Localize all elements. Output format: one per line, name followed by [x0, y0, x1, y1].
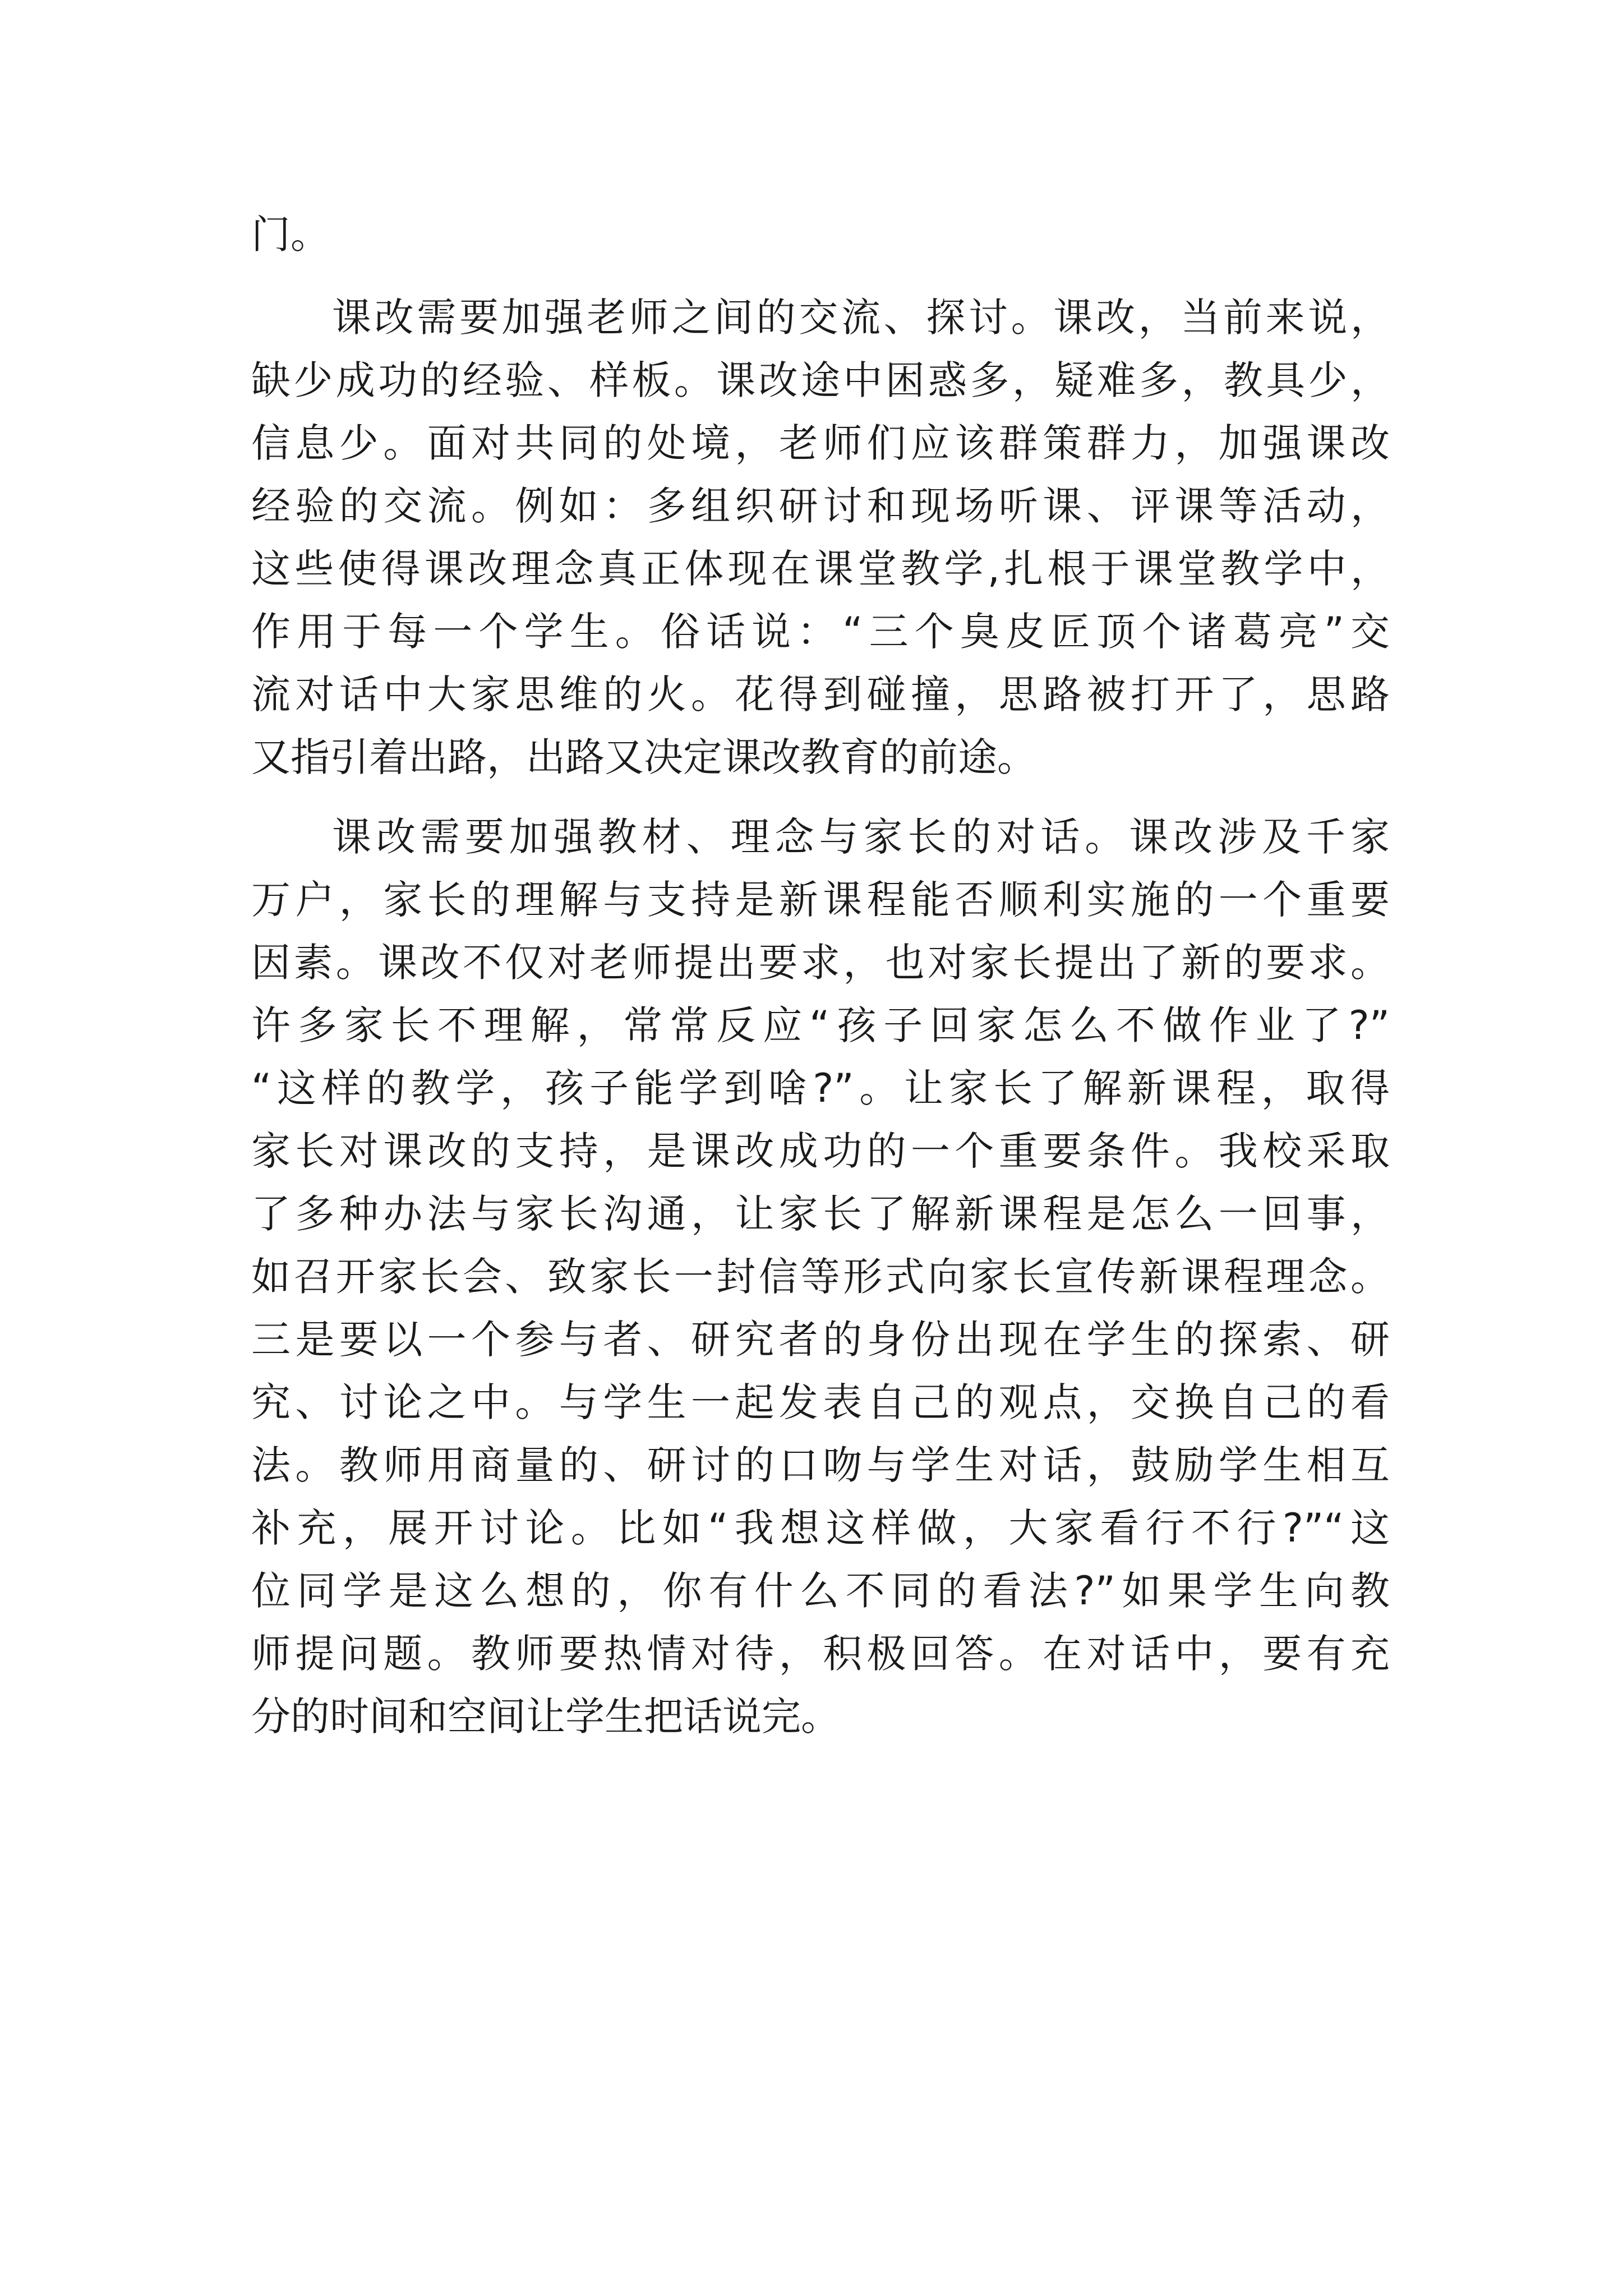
text-line: 经验的交流。例如：多组织研讨和现场听课、评课等活动， [251, 483, 1390, 529]
text-line: 门。 [251, 211, 330, 257]
text-line: 这些使得课改理念真正体现在课堂教学,扎根于课堂教学中， [251, 546, 1390, 592]
text-line: “这样的教学，孩子能学到啥?”。让家长了解新课程，取得 [251, 1065, 1390, 1111]
text-line: 许多家长不理解，常常反应“孩子回家怎么不做作业了?” [251, 1002, 1390, 1048]
text-line: 三是要以一个参与者、研究者的身份出现在学生的探索、研 [251, 1317, 1390, 1363]
text-line: 补充，展开讨论。比如“我想这样做，大家看行不行?”“这 [251, 1505, 1390, 1551]
text-line: 因素。课改不仅对老师提出要求，也对家长提出了新的要求。 [251, 940, 1390, 986]
text-line: 位同学是这么想的，你有什么不同的看法?”如果学生向教 [251, 1568, 1390, 1614]
text-line: 如召开家长会、致家长一封信等形式向家长宣传新课程理念。 [251, 1254, 1390, 1300]
text-line: 流对话中大家思维的火。花得到碰撞，思路被打开了，思路 [251, 671, 1390, 717]
text-line: 万户，家长的理解与支持是新课程能否顺利实施的一个重要 [251, 877, 1390, 923]
text-line: 作用于每一个学生。俗话说：“三个臭皮匠顶个诸葛亮”交 [251, 609, 1390, 655]
text-line: 了多种办法与家长沟通，让家长了解新课程是怎么一回事， [251, 1191, 1390, 1237]
text-line: 分的时间和空间让学生把话说完。 [251, 1694, 840, 1740]
text-line: 法。教师用商量的、研讨的口吻与学生对话，鼓励学生相互 [251, 1442, 1390, 1488]
text-line: 缺少成功的经验、样板。课改途中困惑多，疑难多，教具少， [251, 357, 1390, 403]
paragraph-first-line: 课改需要加强教材、理念与家长的对话。课改涉及千家 [332, 814, 1390, 860]
text-line: 家长对课改的支持，是课改成功的一个重要条件。我校采取 [251, 1128, 1390, 1174]
text-line: 又指引着出路，出路又决定课改教育的前途。 [251, 734, 1036, 780]
text-line: 师提问题。教师要热情对待，积极回答。在对话中，要有充 [251, 1631, 1390, 1677]
text-line: 信息少。面对共同的处境，老师们应该群策群力，加强课改 [251, 420, 1390, 466]
text-line: 究、讨论之中。与学生一起发表自己的观点，交换自己的看 [251, 1379, 1390, 1425]
paragraph-first-line: 课改需要加强老师之间的交流、探讨。课改，当前来说， [332, 295, 1390, 341]
